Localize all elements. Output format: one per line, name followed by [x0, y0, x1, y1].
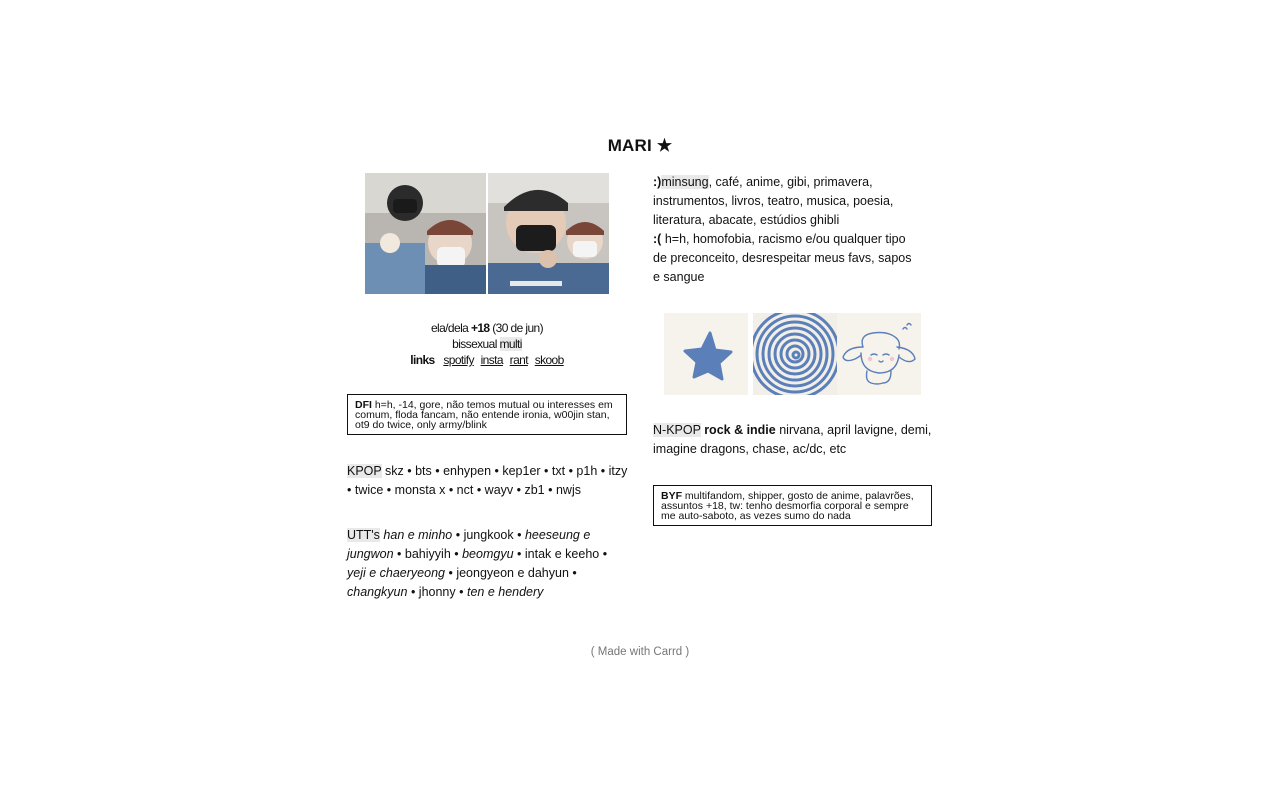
- multi-tag: multi: [499, 337, 522, 351]
- utt-ship-item: han e minho: [383, 528, 453, 542]
- utt-list: [347, 528, 607, 599]
- likes-text: , café, anime, gibi, primavera, instrumentos, livros, teatro, musica, poesia, literatura, abacate, estúdios ghibli: [653, 175, 894, 227]
- kpop-label: KPOP: [347, 464, 382, 478]
- likes-section: [653, 173, 913, 287]
- star-icon: [664, 313, 748, 395]
- utt-item: •: [407, 585, 419, 599]
- utt-item: •: [599, 547, 608, 561]
- utt-label: UTT's: [347, 528, 380, 542]
- likes-highlight: minsung: [661, 175, 709, 189]
- utt-item: •: [513, 547, 525, 561]
- utt-item: •: [444, 566, 457, 580]
- link-skoob[interactable]: skoob: [534, 353, 564, 367]
- cinnamoroll-tile: [837, 313, 921, 395]
- dfi-box: [347, 394, 627, 435]
- utt-ship-item: heeseung e jungwon: [347, 528, 591, 561]
- cinnamoroll-icon: [837, 313, 921, 395]
- profile-links: [347, 352, 627, 368]
- utt-ship-item: beomgyu: [462, 547, 514, 561]
- likes-smile: :): [653, 175, 662, 189]
- made-with-carrd-link[interactable]: ( Made with Carrd ): [590, 646, 690, 658]
- music-list: nirvana, april lavigne, demi, imagine dragons, chase, ac/dc, etc: [653, 423, 932, 456]
- links-label: links: [410, 353, 435, 367]
- page-title: MARI ★: [607, 136, 673, 155]
- orientation: bissexual: [452, 337, 497, 351]
- kpop-list: skz • bts • enhypen • kep1er • txt • p1h • itzy • twice • monsta x • nct • wayv • zb1 • nwjs: [347, 464, 628, 497]
- dislikes-text: h=h, homofobia, racismo e/ou qualquer tipo de preconceito, desrespeitar meus favs, sapos e sangue: [653, 232, 912, 284]
- link-insta[interactable]: insta: [480, 353, 503, 367]
- utt-item: jungkook: [463, 528, 514, 542]
- birthday: (30 de jun): [492, 321, 544, 335]
- utt-item: intak e keeho: [524, 547, 600, 561]
- utt-ship-item: changkyun: [347, 585, 408, 599]
- star-tile: [664, 313, 748, 395]
- age-badge: +18: [470, 321, 490, 335]
- dislikes-frown: :(: [653, 232, 662, 246]
- utt-item: bahiyyih: [404, 547, 451, 561]
- link-rant[interactable]: rant: [509, 353, 528, 367]
- photo-collage: [365, 173, 610, 294]
- byf-label: BYF: [661, 490, 682, 502]
- music-label: N-KPOP: [653, 423, 701, 437]
- utt-item: jeongyeon e dahyun: [456, 566, 569, 580]
- byf-text: multifandom, shipper, gosto de anime, palavrões, assuntos +18, tw: tenho desmorfia corporal e sempre me auto-saboto, as vezes sumo do nada: [661, 490, 914, 522]
- utt-ship-item: yeji e chaeryeong: [347, 566, 445, 580]
- utt-item: jhonny: [418, 585, 456, 599]
- spiral-icon: [753, 313, 837, 395]
- photo-selfie-2: [488, 173, 609, 294]
- utt-item: •: [452, 528, 464, 542]
- utt-item: •: [513, 528, 525, 542]
- icon-tiles: [664, 313, 921, 395]
- pronouns: ela/dela: [430, 321, 469, 335]
- profile-info: [347, 320, 627, 368]
- utt-item: •: [568, 566, 577, 580]
- utt-item: •: [393, 547, 405, 561]
- spiral-tile: [753, 313, 837, 395]
- utt-section: [347, 526, 629, 602]
- profile-line-2: [347, 336, 627, 352]
- utt-ship-item: ten e hendery: [466, 585, 544, 599]
- utt-item: •: [455, 585, 467, 599]
- profile-line-1: [347, 320, 627, 336]
- byf-box: [653, 485, 932, 526]
- dfi-text: h=h, -14, gore, não temos mutual ou interesses em comum, floda fancam, não entende ironia, w00jin stan, ot9 do twice, only army/blink: [355, 399, 613, 431]
- music-section: [653, 421, 933, 459]
- link-spotify[interactable]: spotify: [443, 353, 474, 367]
- dfi-label: DFI: [355, 399, 372, 411]
- utt-item: •: [450, 547, 463, 561]
- kpop-section: [347, 462, 629, 500]
- photo-selfie-1: [365, 173, 486, 294]
- music-genre: rock & indie: [704, 423, 776, 437]
